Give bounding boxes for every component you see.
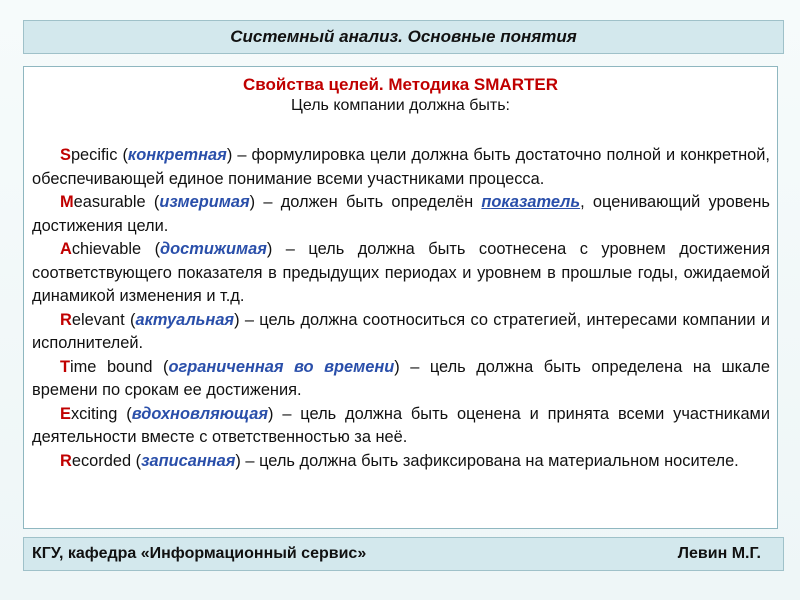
smarter-item-specific (32, 144, 770, 191)
title-bar (23, 20, 784, 54)
item-term: ime bound ( (70, 357, 169, 376)
item-term: easurable ( (73, 193, 160, 211)
indicator-term: показатель (481, 193, 581, 211)
item-translation: измеримая (159, 193, 250, 211)
item-description-tail: , оценивающий уровень достижения цели. (32, 193, 770, 235)
item-letter: E (60, 404, 71, 423)
item-term: chievable ( (71, 240, 161, 258)
item-term: pecific ( (70, 146, 128, 164)
item-letter: M (60, 193, 74, 211)
item-description: ) – цель должна быть зафиксирована на материальном носителе. (235, 451, 739, 470)
item-letter: T (60, 357, 71, 376)
item-term: ecorded ( (71, 451, 142, 470)
item-description: ) – цель должна быть соотнесена с уровнем достижения соответствующего показателя в предыдущих периодах и уровнем в прошлые годы, ожидаемой динамикой изменения и т.д. (32, 240, 770, 305)
smarter-item-achievable (32, 238, 770, 309)
item-translation: достижимая (160, 240, 267, 258)
item-translation: вдохновляющая (131, 404, 268, 423)
content-panel (23, 66, 778, 529)
item-translation: записанная (141, 451, 236, 470)
item-translation: конкретная (127, 146, 227, 164)
smarter-item-time-bound (32, 356, 770, 403)
smarter-item-recorded (32, 450, 770, 474)
smarter-item-measurable (32, 191, 770, 238)
page-title: Системный анализ. Основные понятия (230, 27, 577, 46)
section-heading: Свойства целей. Методика SMARTER (243, 75, 558, 94)
smarter-list (32, 144, 770, 473)
smarter-item-relevant (32, 309, 770, 356)
item-description: ) – формулировка цели должна быть достаточно полной и конкретной, обеспечивающей единое понимание всеми участниками процесса. (32, 146, 770, 188)
item-letter: S (60, 146, 71, 164)
item-letter: A (60, 240, 72, 258)
footer-bar (23, 537, 784, 571)
footer-department: КГУ, кафедра «Информационный сервис» (32, 545, 367, 562)
item-translation: ограниченная во времени (168, 357, 395, 376)
item-description: ) – должен быть определён (249, 193, 482, 211)
item-description: ) – цель должна быть определена на шкале времени по срокам ее достижения. (32, 357, 770, 399)
item-description: ) – цель должна быть оценена и принята всеми участниками деятельности вместе с ответственностью за неё. (32, 404, 770, 446)
smarter-item-exciting (32, 403, 770, 450)
item-letter: R (60, 310, 72, 329)
item-description: ) – цель должна соотноситься со стратегией, интересами компании и исполнителей. (32, 310, 770, 352)
item-term: elevant ( (71, 310, 136, 329)
section-subheading: Цель компании должна быть: (291, 97, 510, 114)
item-translation: актуальная (135, 310, 235, 329)
footer-author: Левин М.Г. (677, 545, 761, 562)
item-letter: R (60, 451, 72, 470)
item-term: xciting ( (70, 404, 132, 423)
